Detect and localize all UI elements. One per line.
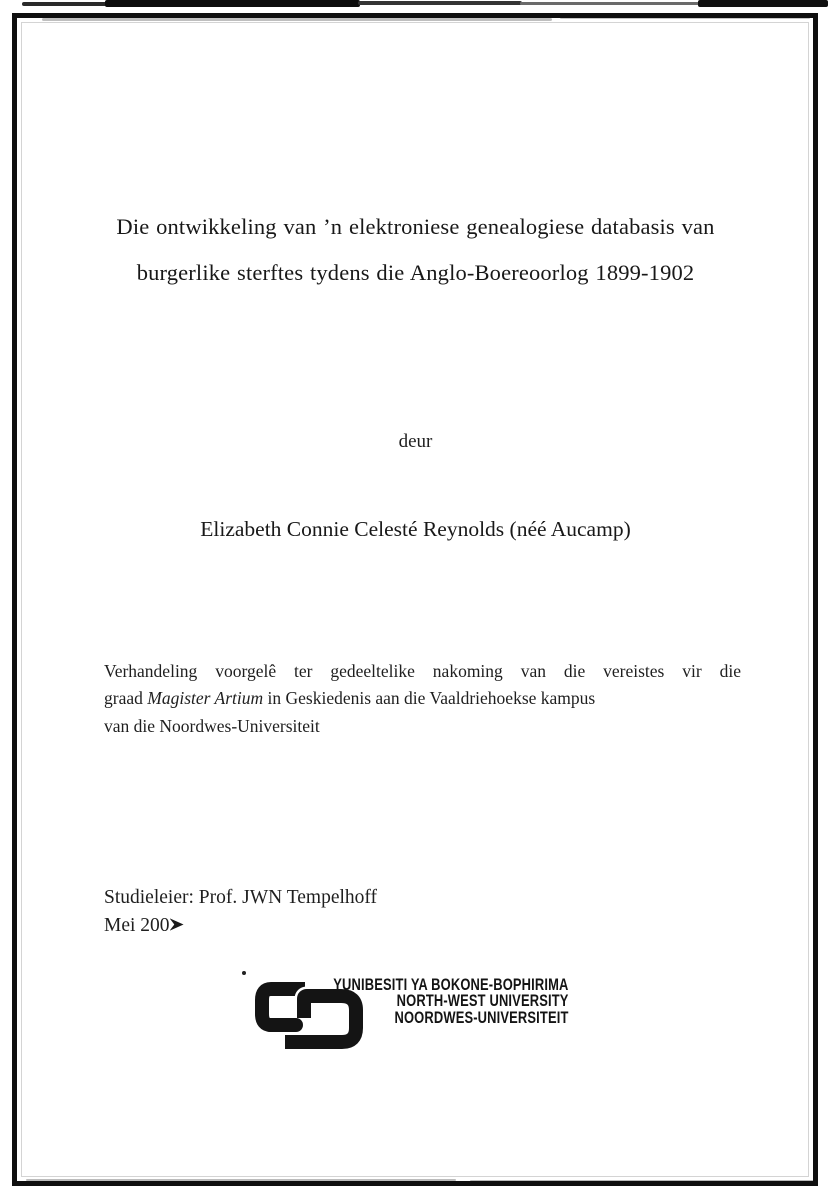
degree-name-italic: Magister Artium — [147, 688, 264, 709]
degree-statement-line3: van die Noordwes-Universiteit — [104, 715, 320, 736]
byline-deur: deur — [398, 431, 433, 452]
logo-line-setswana: YUNIBESITI YA BOKONE-BOPHIRIMA — [333, 975, 569, 994]
date-prefix: Mei 200 — [104, 915, 170, 936]
supervisor-block — [104, 884, 377, 940]
scan-artifact-top-band — [22, 2, 107, 6]
logo-line-afrikaans: NOORDWES-UNIVERSITEIT — [394, 1007, 569, 1027]
thesis-title — [0, 204, 831, 296]
statement-line2-post: in Geskiedenis aan die Vaaldriehoekse kampus — [263, 688, 596, 709]
scanned-seven-glyph — [170, 917, 184, 932]
nwu-logo-wordmark — [334, 977, 569, 1026]
degree-statement-line1: Verhandeling voorgelê ter gedeeltelike nakoming van die vereistes vir die — [104, 661, 741, 681]
scan-artifact-top-band — [358, 1, 522, 5]
thesis-title-line2: burgerlike sterftes tydens die Anglo-Boereoorlog 1899-1902 — [136, 260, 695, 285]
logo-line-english: NORTH-WEST UNIVERSITY — [397, 991, 569, 1011]
scan-artifact-top-band — [520, 2, 700, 5]
date-line — [104, 912, 377, 940]
thesis-title-line1: Die ontwikkeling van ’n elektroniese genealogiese databasis van — [116, 214, 715, 239]
degree-statement — [104, 658, 741, 740]
supervisor-line: Studieleier: Prof. JWN Tempelhoff — [104, 887, 378, 908]
author-name: Elizabeth Connie Celesté Reynolds (néé Aucamp) — [200, 517, 631, 541]
statement-line2-pre: graad — [104, 688, 148, 709]
scan-artifact-top-band — [698, 0, 828, 7]
degree-statement-line2 — [104, 685, 741, 712]
scan-artifact-top-band — [105, 0, 360, 7]
